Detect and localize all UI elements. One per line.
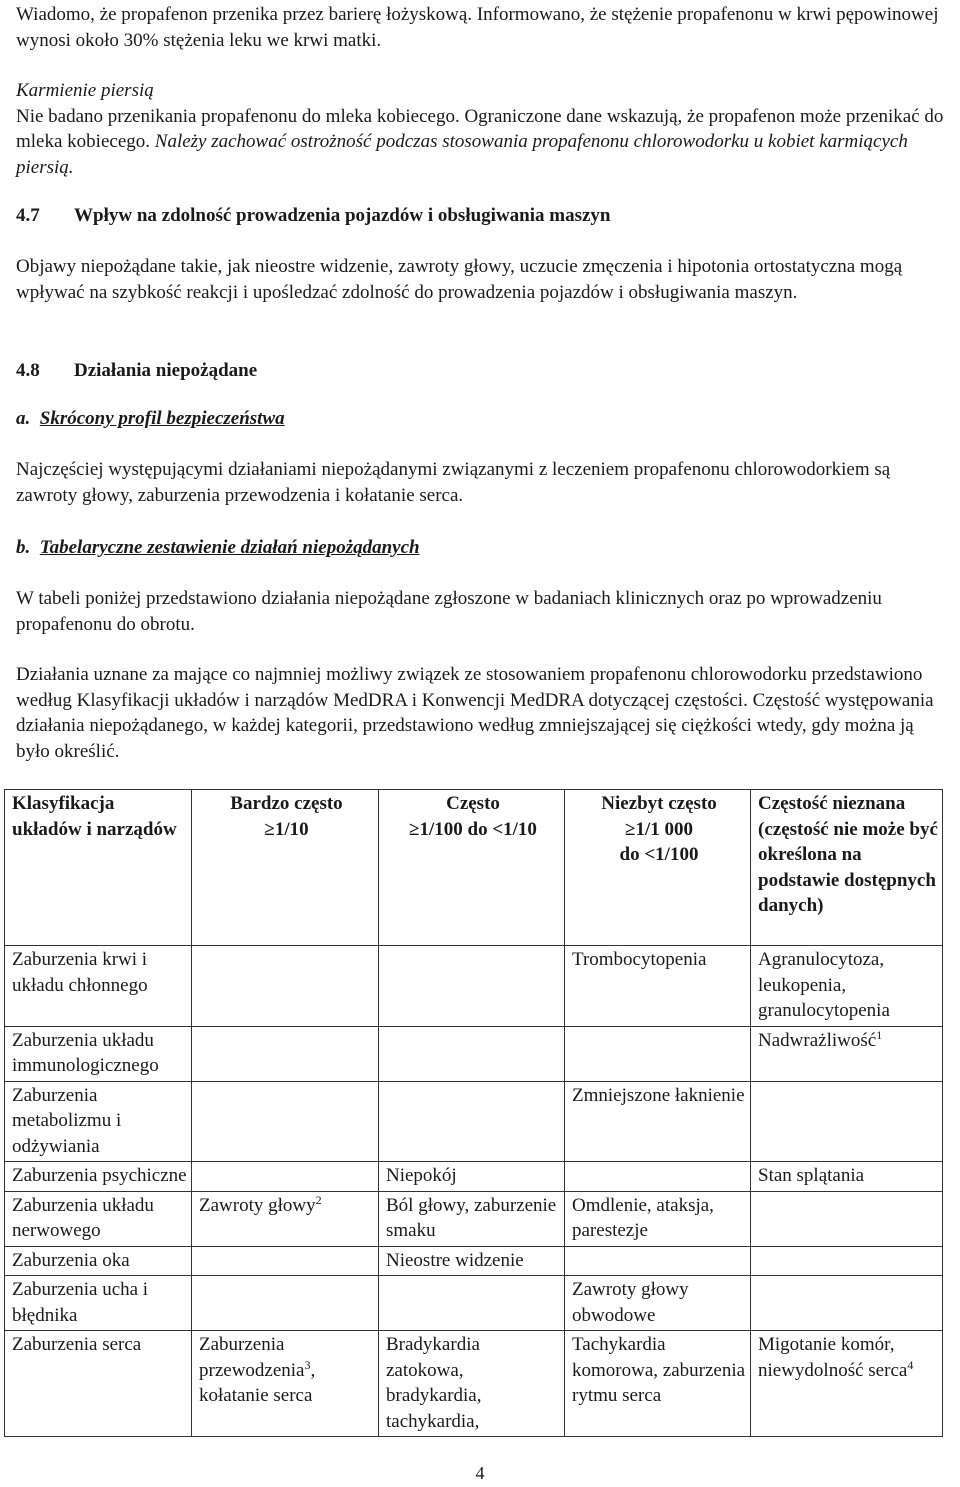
cell-soc: Zaburzenia serca <box>5 1331 192 1437</box>
cell-soc: Zaburzenia krwi i układu chłonnego <box>5 946 192 1027</box>
page-number: 4 <box>475 1463 485 1483</box>
table-row <box>5 1081 943 1162</box>
cell-common: Ból głowy, zaburzenie smaku <box>379 1191 565 1246</box>
section-title: Działania niepożądane <box>74 360 258 381</box>
header-range: ≥1/100 do <1/10 <box>409 818 537 840</box>
section-4-7-heading <box>16 203 944 229</box>
table-row <box>5 1191 943 1246</box>
cell-common: Nieostre widzenie <box>379 1246 565 1276</box>
section-4-8-heading <box>16 358 944 384</box>
cell-very-common <box>192 1026 379 1081</box>
cell-uncommon: Tachykardia komorowa, zaburzenia rytmu serca <box>565 1331 751 1437</box>
header-common <box>379 790 565 946</box>
breastfeeding-paragraph <box>16 104 944 181</box>
paragraph-driving: Objawy niepożądane takie, jak nieostre widzenie, zawroty głowy, uczucie zmęczenia i hipotonia ortostatyczna mogą wpływać na szybkość reakcji i upośledzać zdolność do prowadzenia pojazdów i obsługiwania maszyn. <box>16 256 903 303</box>
cell-soc: Zaburzenia układu immunologicznego <box>5 1026 192 1081</box>
subsection-b-heading <box>16 535 944 561</box>
header-range: do <1/100 <box>619 844 699 865</box>
cell-very-common <box>192 1276 379 1331</box>
cell-unknown: Stan splątania <box>751 1162 943 1192</box>
table-row <box>5 1246 943 1276</box>
table-row <box>5 1331 943 1437</box>
cell-text: Zaburzenia przewodzenia <box>199 1334 305 1381</box>
header-very-common <box>192 790 379 946</box>
subsection-letter: a. <box>16 408 31 429</box>
cell-text: Zawroty głowy <box>199 1194 316 1216</box>
cell-very-common <box>192 1331 379 1437</box>
cell-common: Niepokój <box>379 1162 565 1192</box>
cell-unknown <box>751 1191 943 1246</box>
cell-text: Nadwrażliwość <box>758 1029 877 1051</box>
header-label: Bardzo często <box>230 793 343 814</box>
paragraph-classification: Działania uznane za mające co najmniej możliwy związek ze stosowaniem propafenonu chlorowodorku przedstawiono według Klasyfikacji układów i narządów MedDRA i Konwencji MedDRA dotyczącej częstości. Częstość występowania działania niepożądanego, w każdej kategorii, przedstawiono według zmniejszającej się ciężkości wtedy, gdy można ją było określić. <box>16 664 934 762</box>
footnote-marker: 3 <box>304 1357 311 1372</box>
cell-soc: Zaburzenia psychiczne <box>5 1162 192 1192</box>
cell-common <box>379 946 565 1027</box>
breastfeeding-block <box>16 78 944 180</box>
breastfeeding-caution: Należy zachować ostrożność podczas stosowania propafenonu chlorowodorku u kobiet karmiących piersią. <box>16 131 908 178</box>
cell-soc: Zaburzenia ucha i błędnika <box>5 1276 192 1331</box>
subsection-letter: b. <box>16 537 31 558</box>
cell-very-common <box>192 1191 379 1246</box>
header-unknown: Częstość nieznana (częstość nie może być określona na podstawie dostępnych danych) <box>751 790 943 946</box>
cell-uncommon <box>565 1246 751 1276</box>
footnote-marker: 2 <box>315 1192 322 1207</box>
cell-soc: Zaburzenia metabolizmu i odżywiania <box>5 1081 192 1162</box>
cell-very-common <box>192 1162 379 1192</box>
cell-uncommon <box>565 1026 751 1081</box>
paragraph-summary: Najczęściej występującymi działaniami niepożądanymi związanymi z leczeniem propafenonu chlorowodorkiem są zawroty głowy, zaburzenia przewodzenia i kołatanie serca. <box>16 459 891 506</box>
subsection-a-heading <box>16 406 944 432</box>
cell-soc: Zaburzenia układu nerwowego <box>5 1191 192 1246</box>
cell-very-common <box>192 1081 379 1162</box>
footnote-marker: 4 <box>907 1357 914 1372</box>
cell-very-common <box>192 1246 379 1276</box>
cell-unknown: Agranulocytoza, leukopenia, granulocytopenia <box>751 946 943 1027</box>
breastfeeding-heading: Karmienie piersią <box>16 80 154 101</box>
table-row <box>5 946 943 1027</box>
header-label: Niezbyt często <box>601 793 717 814</box>
footnote-marker: 1 <box>876 1027 883 1042</box>
cell-text: , kołatanie serca <box>199 1359 316 1406</box>
table-row <box>5 1026 943 1081</box>
table-row <box>5 1162 943 1192</box>
cell-uncommon <box>565 1162 751 1192</box>
cell-common <box>379 1081 565 1162</box>
cell-common <box>379 1276 565 1331</box>
adverse-reactions-table <box>4 789 943 1437</box>
cell-very-common <box>192 946 379 1027</box>
cell-unknown <box>751 1026 943 1081</box>
cell-unknown <box>751 1331 943 1437</box>
table-row <box>5 1276 943 1331</box>
header-label: Często <box>446 793 500 814</box>
paragraph-table-intro: W tabeli poniżej przedstawiono działania niepożądane zgłoszone w badaniach klinicznych oraz po wprowadzeniu propafenonu do obrotu. <box>16 588 882 635</box>
cell-uncommon: Omdlenie, ataksja, parestezje <box>565 1191 751 1246</box>
section-number: 4.7 <box>16 205 40 226</box>
paragraph-placenta: Wiadomo, że propafenon przenika przez barierę łożyskową. Informowano, że stężenie propafenonu w krwi pępowinowej wynosi około 30% stężenia leku we krwi matki. <box>16 4 939 51</box>
subsection-title: Tabelaryczne zestawienie działań niepożądanych <box>39 537 420 558</box>
cell-uncommon: Zmniejszone łaknienie <box>565 1081 751 1162</box>
section-title: Wpływ na zdolność prowadzenia pojazdów i obsługiwania maszyn <box>74 205 611 226</box>
cell-common <box>379 1026 565 1081</box>
header-range: ≥1/10 <box>264 818 309 840</box>
cell-common: Bradykardia zatokowa, bradykardia, tachykardia, <box>379 1331 565 1437</box>
header-uncommon <box>565 790 751 946</box>
cell-text: Migotanie komór, niewydolność serca <box>758 1334 908 1381</box>
header-soc: Klasyfikacja układów i narządów <box>5 790 192 946</box>
header-range: ≥1/1 000 <box>625 818 693 840</box>
breastfeeding-text: Nie badano przenikania propafenonu do mleka kobiecego. Ograniczone dane wskazują, że propafenon może przenikać do mleka kobiecego. <box>16 105 944 152</box>
cell-soc: Zaburzenia oka <box>5 1246 192 1276</box>
cell-uncommon: Trombocytopenia <box>565 946 751 1027</box>
section-number: 4.8 <box>16 360 40 381</box>
cell-unknown <box>751 1081 943 1162</box>
cell-unknown <box>751 1246 943 1276</box>
cell-unknown <box>751 1276 943 1331</box>
subsection-title: Skrócony profil bezpieczeństwa <box>39 408 285 429</box>
cell-uncommon: Zawroty głowy obwodowe <box>565 1276 751 1331</box>
table-header-row <box>5 790 943 946</box>
